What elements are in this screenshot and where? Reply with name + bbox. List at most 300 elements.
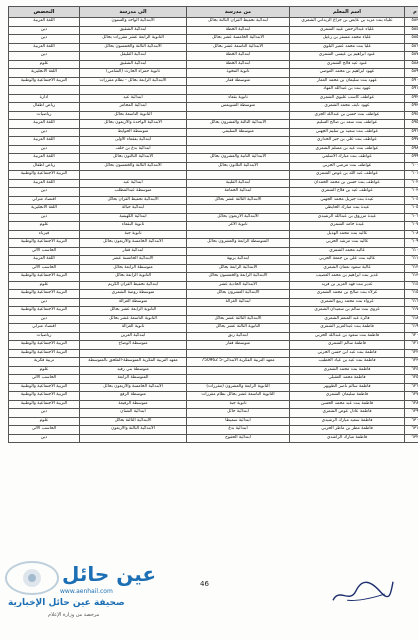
- table-row: [9, 247, 418, 256]
- cell-num: ٦٢٣: [405, 358, 418, 367]
- table-row: [9, 426, 418, 435]
- cell-num: ٥٨٣: [405, 18, 418, 27]
- cell-to: ابتدائية قفار: [80, 247, 187, 256]
- cell-spec: التربية الاجتماعية والوطنية: [9, 400, 80, 409]
- cell-num: ٦٢٦: [405, 383, 418, 392]
- cell-num: ٦١٨: [405, 315, 418, 324]
- watermark-subtitle: مرخصة من وزارة الإعلام: [48, 612, 100, 618]
- cell-to: الابتدائية الواحدة والأربعون بحائل: [80, 120, 187, 129]
- cell-to: الابتدائية الثالثة والخمسون بحائل: [80, 162, 187, 171]
- table-row: [9, 205, 418, 214]
- table-row: [9, 324, 418, 333]
- cell-spec: التربية الاجتماعية والوطنية: [9, 290, 80, 299]
- table-row: [9, 383, 418, 392]
- cell-num: ٥٩٢: [405, 94, 418, 103]
- table-row: [9, 409, 418, 418]
- cell-spec: التربية الاجتماعية والوطنية: [9, 77, 80, 86]
- cell-num: ٦٠٥: [405, 205, 418, 214]
- cell-num: ٥٨٩: [405, 69, 418, 78]
- table-row: [9, 60, 418, 69]
- cell-num: ٦٣٢: [405, 434, 418, 443]
- cell-to: ابتدائية المحامر: [80, 103, 187, 112]
- cell-spec: دين: [9, 145, 80, 154]
- cell-from: [187, 230, 290, 239]
- cell-num: ٥٨٨: [405, 60, 418, 69]
- cell-to: متوسطة الغزالة: [80, 298, 187, 307]
- cell-spec: دين: [9, 315, 80, 324]
- cell-num: ٦٢٠: [405, 332, 418, 341]
- cell-name: عواطف بنت حسن بن محمد الحمدان: [290, 179, 405, 188]
- cell-num: ٥٩٦: [405, 128, 418, 137]
- cell-num: ٦٠٢: [405, 179, 418, 188]
- cell-num: ٦١٠: [405, 247, 418, 256]
- cell-num: ٦١٦: [405, 298, 418, 307]
- cell-spec: التربية الاجتماعية والوطنية: [9, 341, 80, 350]
- cell-from: [187, 247, 290, 256]
- cell-spec: علوم: [9, 60, 80, 69]
- table-body: [9, 18, 418, 443]
- cell-to: ابتدائية عيد: [80, 94, 187, 103]
- cell-to: الابتدائية الثالثة بحائل: [80, 417, 187, 426]
- cell-spec: دين: [9, 213, 80, 222]
- cell-spec: التربية الاجتماعية والوطنية: [9, 171, 80, 180]
- table-row: [9, 43, 418, 52]
- cell-num: ٥٩٥: [405, 120, 418, 129]
- watermark-brand: عين حائل: [62, 562, 157, 586]
- cell-num: ٦٠٧: [405, 222, 418, 231]
- table-header-row: [9, 7, 418, 18]
- cell-from: [187, 349, 290, 358]
- cell-name: غاليه بنت محمد الهذيل: [290, 230, 405, 239]
- table-row: [9, 349, 418, 358]
- cell-spec: دين: [9, 26, 80, 35]
- cell-name: عواطف عبد الله بن عوض الشمري: [290, 171, 405, 180]
- cell-spec: دين: [9, 188, 80, 197]
- cell-spec: اللغة الانجليزية: [9, 69, 80, 78]
- cell-to: الابتدائية الثالثة والاربعون: [80, 426, 187, 435]
- cell-to: متوسطة الوضاح: [80, 341, 187, 350]
- cell-num: ٦٠٤: [405, 196, 418, 205]
- cell-spec: رياض اطفال: [9, 162, 80, 171]
- cell-to: [80, 349, 187, 358]
- cell-name: غزواء بنت محمد ربيع الشمري: [290, 298, 405, 307]
- cell-num: ٦٠١: [405, 171, 418, 180]
- cell-from: متوسطة قفار: [187, 341, 290, 350]
- cell-name: فاطمة سليمان الشمري: [290, 392, 405, 401]
- table-row: [9, 281, 418, 290]
- cell-from: [187, 366, 290, 375]
- cell-to: متوسطة بني رفيد: [80, 366, 187, 375]
- header-from-school: من مدرسة: [187, 7, 290, 18]
- cell-num: ٦١٥: [405, 290, 418, 299]
- cell-name: غاليه محمد الشمري: [290, 247, 405, 256]
- cell-spec: دين: [9, 35, 80, 44]
- table-row: [9, 120, 418, 129]
- cell-name: عهود بنت سليمان بن محمد العمار: [290, 77, 405, 86]
- cell-spec: الحاسب الآلي: [9, 247, 80, 256]
- cell-num: ٦١٣: [405, 273, 418, 282]
- cell-spec: دين: [9, 409, 80, 418]
- cell-from: ابتدائية حائل: [187, 409, 290, 418]
- cell-num: ٦١٤: [405, 281, 418, 290]
- cell-to: ابتدائية الكهيفية: [80, 213, 187, 222]
- cell-from: ثانوية بقعاء: [187, 94, 290, 103]
- cell-to: ابتدائية العرين: [80, 332, 187, 341]
- cell-num: ٥٩٣: [405, 103, 418, 112]
- cell-from: ابتدائية الخطة: [187, 60, 290, 69]
- cell-name: فاطمة بنت محمد الشمري: [290, 366, 405, 375]
- cell-to: الابتدائية الرابعة بحائل - نظام مقررات: [80, 77, 187, 86]
- cell-num: ٥٨٧: [405, 52, 418, 61]
- cell-to: الثانوية الرابعة بحائل: [80, 273, 187, 282]
- table-row: [9, 196, 418, 205]
- cell-to: الثانوية الرابعة عشر مقررات بحائل: [80, 35, 187, 44]
- cell-from: ابتدائية الخطة: [187, 52, 290, 61]
- cell-num: ٦١٢: [405, 264, 418, 273]
- table-row: [9, 230, 418, 239]
- cell-from: الابتدائية العشرون بحائل: [187, 290, 290, 299]
- cell-spec: رياض اطفال: [9, 103, 80, 112]
- cell-name: عواطف عيد بن فلاح الشمري: [290, 188, 405, 197]
- cell-name: غدير بنت ابراهيم بن محمد العصيب: [290, 273, 405, 282]
- cell-spec: التربية الاجتماعية والوطنية: [9, 239, 80, 248]
- table-row: [9, 137, 418, 146]
- cell-from: ثانوية المخوة: [187, 69, 290, 78]
- cell-num: ٦١٩: [405, 324, 418, 333]
- header-num: م: [405, 7, 418, 18]
- cell-spec: علوم: [9, 222, 80, 231]
- table-row: [9, 273, 418, 282]
- cell-from: [187, 145, 290, 154]
- cell-from: متوسطة السليمي: [187, 128, 290, 137]
- cell-spec: التربية الاجتماعية والوطنية: [9, 349, 80, 358]
- cell-name: غزلاء بنت صالح بن محمد الشمري: [290, 290, 405, 299]
- cell-spec: علوم: [9, 281, 80, 290]
- teachers-transfer-table: [8, 6, 418, 443]
- cell-name: غاليه بنت مرشد الحربي: [290, 239, 405, 248]
- cell-to: ثانوية جبة: [80, 230, 187, 239]
- table-row: [9, 417, 418, 426]
- cell-spec: اللغة العربية: [9, 256, 80, 265]
- cell-spec: الحاسب الآلي: [9, 375, 80, 384]
- watermark-logo: [0, 548, 180, 640]
- cell-name: عواطف بنت سعد بن صالح السليم: [290, 120, 405, 129]
- cell-name: فاطمة سالم ناصر الطويهر: [290, 383, 405, 392]
- cell-num: ٥٨٤: [405, 26, 418, 35]
- cell-name: عواطف بنت سعيد بن سليم الجهني: [290, 128, 405, 137]
- cell-to: ابتدائية الشقيق: [80, 60, 187, 69]
- cell-to: ابتدائية الشقيق: [80, 26, 187, 35]
- cell-from: المتوسطة الرابعة والعشرون بحائل: [187, 239, 290, 248]
- cell-num: ٦٠٩: [405, 239, 418, 248]
- cell-to: متوسطة عبدالمطلب: [80, 188, 187, 197]
- cell-name: غالية سعود نعمان الشمري: [290, 264, 405, 273]
- cell-from: [187, 111, 290, 120]
- cell-from: الابتدائية الثالثة والعشرون بحائل: [187, 120, 290, 129]
- cell-spec: اللغة العربية: [9, 18, 80, 27]
- cell-spec: الحاسب الآلي: [9, 264, 80, 273]
- cell-num: ٦٢٥: [405, 375, 418, 384]
- cell-name: عواطف كاسب عليوي الشمري: [290, 94, 405, 103]
- cell-from: [187, 205, 290, 214]
- cell-name: غاليه بنت علي بن جمعة الحربي: [290, 256, 405, 265]
- cell-to: ثانوية الغزالة: [80, 324, 187, 333]
- cell-to: معهد التربية الفكرية المتوسطة-الملحق بالمتوسطة: [80, 358, 187, 367]
- cell-from: متوسطة قفار: [187, 77, 290, 86]
- watermark-slogan: صحيفة عين حائل الإخبارية: [8, 598, 125, 608]
- cell-from: ابتدائية القليبة: [187, 179, 290, 188]
- cell-from: ابتدائية بدع: [187, 426, 290, 435]
- table-row: [9, 213, 418, 222]
- cell-spec: اللغة الانجليزية: [9, 205, 80, 214]
- cell-to: ابتدائية عيد: [80, 179, 187, 188]
- table-row: [9, 145, 418, 154]
- cell-name: عهود بنت بن عبدالله الفهاد: [290, 86, 405, 95]
- cell-spec: اللغة العربية: [9, 179, 80, 188]
- cell-spec: التربية الاجتماعية والوطنية: [9, 383, 80, 392]
- cell-spec: اللغة العربية: [9, 43, 80, 52]
- cell-spec: التربية الاجتماعية والوطنية: [9, 392, 80, 401]
- cell-name: علياء عبدالرحمن عبيد الشمري: [290, 26, 405, 35]
- cell-to: الابتدائية الثالثون بحائل: [80, 154, 187, 163]
- cell-spec: علوم: [9, 417, 80, 426]
- cell-name: فاطمة سالم الشمري: [290, 341, 405, 350]
- table-row: [9, 298, 418, 307]
- cell-from: الابتدائية الثلاثون بحائل: [187, 162, 290, 171]
- cell-name: عنود عيد فالح الشمري: [290, 60, 405, 69]
- table-row: [9, 128, 418, 137]
- cell-from: الابتدائية الحادية عشر: [187, 281, 290, 290]
- cell-to: ابتدائية يفقعاء الأولى: [80, 137, 187, 146]
- table-row: [9, 154, 418, 163]
- cell-num: ٦٣١: [405, 426, 418, 435]
- cell-spec: التربية الاجتماعية والوطنية: [9, 273, 80, 282]
- cell-num: ٦٠٣: [405, 188, 418, 197]
- cell-to: [80, 86, 187, 95]
- cell-spec: فيزياء: [9, 230, 80, 239]
- cell-spec: [9, 86, 80, 95]
- cell-to: ابتدائية القليقل: [80, 52, 187, 61]
- cell-to: الثانوية التاسعة عشر بحائل: [80, 315, 187, 324]
- cell-to: [80, 434, 187, 443]
- cell-spec: دين: [9, 52, 80, 61]
- cell-to: الابتدائية الثالثة والخمسون بحائل: [80, 43, 187, 52]
- cell-name: فاطمة بنت عبد ابن حسن الحربي: [290, 349, 405, 358]
- cell-from: ثانوية الأغر: [187, 222, 290, 231]
- cell-from: الابتدائية التاسعة عشر بحائل: [187, 43, 290, 52]
- cell-num: ٥٨٥: [405, 35, 418, 44]
- table-row: [9, 188, 418, 197]
- cell-from: الابتدائية الرابعة والخمسون بحائل: [187, 273, 290, 282]
- cell-spec: التربية الاجتماعية والوطنية: [9, 307, 80, 316]
- cell-num: ٥٩٩: [405, 154, 418, 163]
- table-row: [9, 103, 418, 112]
- cell-name: فاطمة محمد العقيلي: [290, 375, 405, 384]
- table-row: [9, 290, 418, 299]
- table-row: [9, 434, 418, 443]
- table-row: [9, 332, 418, 341]
- cell-num: ٦١١: [405, 256, 418, 265]
- table-row: [9, 256, 418, 265]
- table-row: [9, 179, 418, 188]
- header-specialty: التخصص: [9, 7, 80, 18]
- cell-num: ٦٢٢: [405, 349, 418, 358]
- cell-name: علياء محمد مسفر بن زعيل: [290, 35, 405, 44]
- cell-spec: رياضيات: [9, 332, 80, 341]
- cell-from: ابتدائية رنق: [187, 332, 290, 341]
- cell-spec: علوم: [9, 366, 80, 375]
- table-row: [9, 341, 418, 350]
- table-row: [9, 315, 418, 324]
- table-row: [9, 86, 418, 95]
- cell-num: ٦٠٨: [405, 230, 418, 239]
- cell-from: الابتدائية الثالثة عشر بحائل: [187, 315, 290, 324]
- cell-from: ثانوية جبة: [187, 400, 290, 409]
- cell-to: الثانوية الرابعة عشر بحائل: [80, 307, 187, 316]
- table-row: [9, 366, 418, 375]
- cell-num: ٥٩٨: [405, 145, 418, 154]
- cell-spec: اللغة العربية: [9, 120, 80, 129]
- table-row: [9, 264, 418, 273]
- cell-from: ابتدائية سميطا: [187, 417, 290, 426]
- cell-num: ٥٩٤: [405, 111, 418, 120]
- cell-from: الابتدائية الرابعة بحائل: [187, 264, 290, 273]
- watermark-url: www.aenhail.com: [60, 588, 113, 595]
- cell-from: الابتدائية الثانية والعشرون بحائل: [187, 154, 290, 163]
- table-row: [9, 52, 418, 61]
- table-row: [9, 400, 418, 409]
- cell-name: فاطمة بنت عبدالعزيز الشمري: [290, 324, 405, 333]
- cell-spec: رياضيات: [9, 111, 80, 120]
- cell-spec: اقتصاد منزلي: [9, 324, 80, 333]
- cell-to: الابتدائية الخامسة والاربعون بحائل: [80, 383, 187, 392]
- header-name: اسم المعلم: [290, 7, 405, 18]
- cell-to: ابتدائية حبالة: [80, 205, 187, 214]
- table-row: [9, 239, 418, 248]
- cell-to: ابتدائية الشنان: [80, 409, 187, 418]
- cell-from: الثانوية التاسعة عشر بحائل نظام مقررات: [187, 392, 290, 401]
- table-row: [9, 162, 418, 171]
- cell-spec: تربية فكرية: [9, 358, 80, 367]
- cell-num: ٦٠٠: [405, 162, 418, 171]
- cell-spec: دين: [9, 128, 80, 137]
- cell-name: فاطمة عادل عوض الشمري: [290, 409, 405, 418]
- cell-to: [80, 171, 187, 180]
- cell-spec: اللغة العربية: [9, 154, 80, 163]
- cell-name: عيدة حامد الشمري: [290, 222, 405, 231]
- cell-to: ثانوية البقعاء: [80, 222, 187, 231]
- cell-to: المتوسطة الرابعة: [80, 375, 187, 384]
- cell-name: عواطف بنت مبارك الاسلمي: [290, 154, 405, 163]
- cell-to: متوسطة الرفع: [80, 392, 187, 401]
- cell-to: متوسطة الرفيعة: [80, 400, 187, 409]
- cell-from: ابتدائية بريهة: [187, 256, 290, 265]
- cell-from: الثانوية الثالثة عشر بحائل: [187, 324, 290, 333]
- header-to-school: الى مدرسة: [80, 7, 187, 18]
- table-row: [9, 94, 418, 103]
- cell-to: الابتدائية تحفيظ القرآن بحائل: [80, 196, 187, 205]
- cell-num: ٦٢٤: [405, 366, 418, 375]
- table-row: [9, 171, 418, 180]
- table-row: [9, 77, 418, 86]
- table-row: [9, 375, 418, 384]
- handwritten-signature: [327, 573, 400, 608]
- cell-num: ٦٢٧: [405, 392, 418, 401]
- cell-to: ابتدائية تحفيظ القرآن الكريم: [80, 281, 187, 290]
- table-row: [9, 35, 418, 44]
- cell-name: عواطف بنت مرضي الحربي: [290, 162, 405, 171]
- table-row: [9, 18, 418, 27]
- table-row: [9, 358, 418, 367]
- table-row: [9, 111, 418, 120]
- cell-num: ٦٢١: [405, 341, 418, 350]
- cell-from: [187, 137, 290, 146]
- cell-name: عواطف بنت عيد بن مسلم الشمري: [290, 145, 405, 154]
- cell-spec: اللغة العربية: [9, 137, 80, 146]
- cell-name: عهود نايف محمد الشمري: [290, 103, 405, 112]
- cell-name: عواطف بنت علي بن جبر الحداري: [290, 137, 405, 146]
- cell-name: عهود ابراهيم بن محمد العوضي: [290, 69, 405, 78]
- cell-from: الثانوية الرابعة والعشرون (مقررات): [187, 383, 290, 392]
- cell-name: عيدة بنت جبريل محمد الجهني: [290, 196, 405, 205]
- cell-to: ثانوية حمراء الحارث (الشامي): [80, 69, 187, 78]
- cell-spec: ادارة: [9, 94, 80, 103]
- cell-num: ٥٩١: [405, 86, 418, 95]
- table-row: [9, 222, 418, 231]
- cell-spec: اقتصاد منزلي: [9, 196, 80, 205]
- cell-to: متوسطة الحوايط: [80, 128, 187, 137]
- cell-name: عنود ابراهيم بن عيسى الشمري: [290, 52, 405, 61]
- cell-to: ابتدائية بدع بن خلف: [80, 145, 187, 154]
- cell-num: ٥٩٠: [405, 77, 418, 86]
- cell-from: [187, 171, 290, 180]
- cell-spec: دين: [9, 298, 80, 307]
- cell-name: عيدة بنت مبارك الحايظي: [290, 205, 405, 214]
- cell-from: الابتدائية الخامسة عشر بحائل: [187, 35, 290, 44]
- table-row: [9, 307, 418, 316]
- cell-from: الابتدائية الثالثة عشر بحائل: [187, 196, 290, 205]
- cell-to: الابتدائية الواحد والستون: [80, 18, 187, 27]
- cell-to: الابتدائية الخامسة والاربعون بحائل: [80, 239, 187, 248]
- cell-name: عليا بنت محمد عمير البلوي: [290, 43, 405, 52]
- cell-num: ٦٢٨: [405, 400, 418, 409]
- cell-name: غزوى بنت سالم بن سعيدان الشمري: [290, 307, 405, 316]
- table-row: [9, 392, 418, 401]
- cell-num: ٦٠٦: [405, 213, 418, 222]
- cell-to: الثانوية التاسعة بحائل: [80, 111, 187, 120]
- cell-from: ابتدائية الغزالة: [187, 298, 290, 307]
- cell-name: فاطمة بنت عيد بن عياد الخطيب: [290, 358, 405, 367]
- cell-name: فاطمة سعيد مبارك الرشيدي: [290, 417, 405, 426]
- cell-from: ابتدائية الحمامة: [187, 188, 290, 197]
- cell-name: غدير بنت فهد العزيز بن فريد: [290, 281, 405, 290]
- cell-num: ٦٢٩: [405, 409, 418, 418]
- cell-spec: الحاسب الآلي: [9, 426, 80, 435]
- cell-name: عيدة مرزوق بن عبدالله الرشيدي: [290, 213, 405, 222]
- cell-name: فاطمة مبارك الراشدي: [290, 434, 405, 443]
- cell-from: ابتدائية تحفيظ القران الثالثة بحائل: [187, 18, 290, 27]
- cell-to: الابتدائية الخامسة عشر: [80, 256, 187, 265]
- cell-num: ٦٣٠: [405, 417, 418, 426]
- cell-from: ابتدائية الحفوج: [187, 434, 290, 443]
- table-row: [9, 26, 418, 35]
- cell-name: فاطمة بنت عبد محمد الحسن: [290, 400, 405, 409]
- cell-num: ٥٩٧: [405, 137, 418, 146]
- cell-name: عواطف بنت حسن بن عبدالله الجزي: [290, 111, 405, 120]
- table-row: [9, 69, 418, 78]
- cell-from: ابتدائية الخطة: [187, 26, 290, 35]
- cell-from: [187, 307, 290, 316]
